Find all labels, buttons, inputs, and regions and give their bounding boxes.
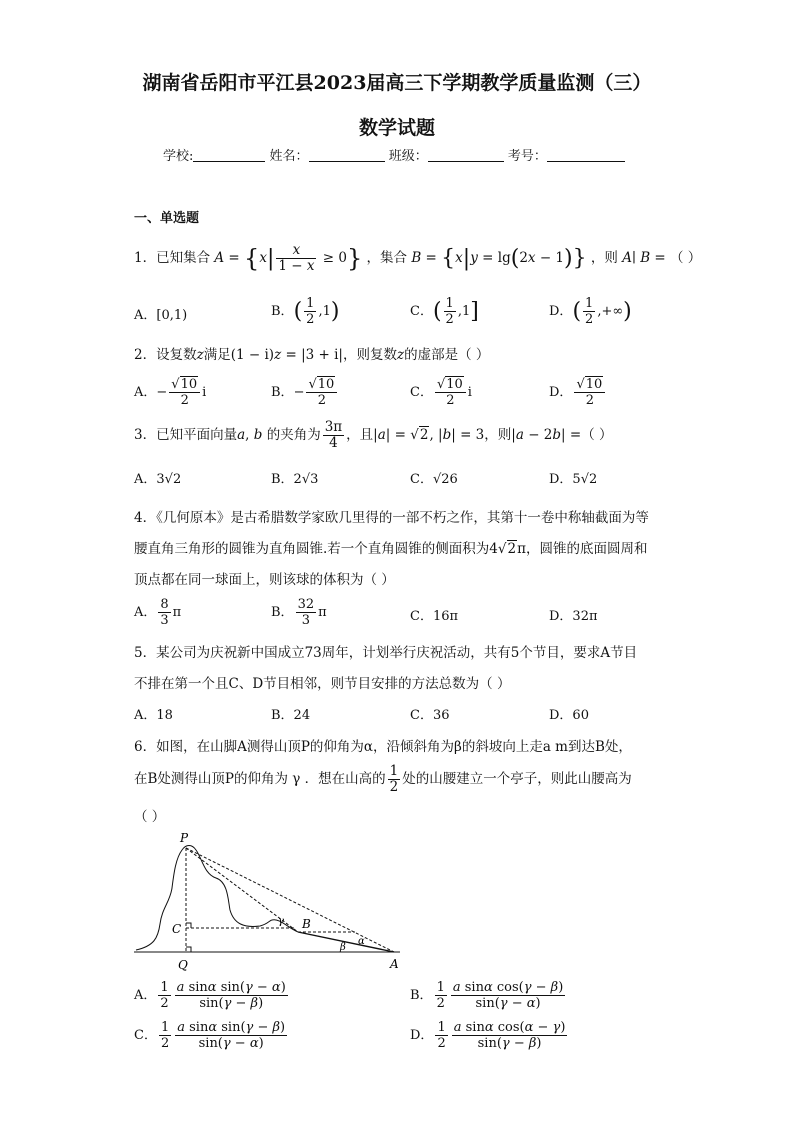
question-6-line-1: 6．如图，在山脚A测得山顶P的仰角为α，沿倾斜角为β的斜坡向上走a m到达B处， (134, 739, 632, 755)
q3-option-a[interactable]: A．3√2 (134, 472, 182, 487)
label-Q: Q (178, 958, 188, 972)
name-blank (309, 147, 385, 162)
class-blank (428, 147, 504, 162)
label-beta: β (340, 942, 346, 953)
label-A: A (390, 957, 399, 971)
class-label: 班级： (388, 149, 428, 164)
question-6-line-3: （ ） (134, 809, 166, 825)
school-blank (193, 147, 265, 162)
q4-option-c[interactable]: C．16π (410, 609, 459, 624)
q4-option-b[interactable]: B． $\frac{32}{3}$ π (271, 597, 327, 628)
q6-option-d[interactable]: D． $\frac{1}{2}$ $\frac{\text{a sinα cos(α − γ)}}{\sin(\gamma - \beta)}$ (410, 1020, 566, 1051)
q1-text: 1．已知集合 (134, 250, 211, 266)
q1-option-c[interactable]: C．( $\frac{1}{2}$ ,1] (410, 296, 479, 327)
q2-option-b[interactable]: B．− $\frac{√10}{2}$ (271, 377, 339, 408)
q6-option-a[interactable]: A． $\frac{1}{2}$ $\frac{\text{a sinα sin(γ − α)}}{\sin(\gamma - \beta)}$ (134, 980, 286, 1011)
q5-option-a[interactable]: A．18 (134, 708, 173, 723)
q1-text-4: （ ） (670, 250, 702, 266)
mountain-outline (136, 846, 298, 951)
q1-option-d[interactable]: D．( $\frac{1}{2}$ ,+∞) (549, 296, 632, 327)
q6-option-b[interactable]: B． $\frac{1}{2}$ $\frac{\text{a sinα cos(γ − β)}}{\sin(\gamma - \alpha)}$ (410, 980, 564, 1011)
student-info-row (163, 145, 625, 164)
q5-option-d[interactable]: D．60 (549, 708, 589, 723)
page-title: 湖南省岳阳市平江县2023届高三下学期教学质量监测（三） (142, 72, 652, 94)
q6-option-c[interactable]: C． $\frac{1}{2}$ $\frac{\text{a sinα sin(γ − β)}}{\sin(\gamma - \alpha)}$ (134, 1020, 286, 1051)
q1-text-3: ，则 (590, 250, 618, 266)
q3-option-c[interactable]: C．√26 (410, 472, 458, 487)
question-4-line-3: 顶点都在同一球面上，则该球的体积为（ ） (134, 572, 395, 588)
question-5-line-2: 不排在第一个且C、D节目相邻，则节目安排的方法总数为（ ） (134, 676, 511, 692)
q5-option-b[interactable]: B．24 (271, 708, 311, 723)
page-subtitle: 数学试题 (358, 117, 435, 139)
label-P: P (180, 831, 189, 845)
label-C: C (172, 922, 182, 936)
name-label: 姓名： (269, 149, 309, 164)
question-3: 3．已知平面向量a, b 的夹角为 $\frac{3\pi}{4}$ ，且|a| = √2, |b| = 3，则|a − 2b| =（ ） (134, 419, 613, 451)
id-label: 考号： (507, 149, 547, 164)
q4-option-a[interactable]: A． $\frac{8}{3}$ π (134, 597, 182, 628)
question-2: 2．设复数z满足(1 − i)z = |3 + i|，则复数z的虚部是（ ） (134, 347, 490, 363)
question-4-line-1: 4．《几何原本》是古希腊数学家欧几里得的一部不朽之作，其第十一卷中称轴截面为等 (134, 510, 649, 526)
q1-option-a[interactable]: A．[0,1) (134, 308, 188, 323)
mountain-figure (130, 828, 410, 978)
label-gamma: γ (278, 916, 284, 927)
question-1: 1．已知集合 A = {x| $\frac{x}{1 - x}$ ≥ 0} ，集合 B = {x|y = lg(2x − 1)} ，则 A∣ B = （ ） (134, 242, 702, 274)
label-B: B (302, 917, 311, 931)
q5-option-c[interactable]: C．36 (410, 708, 450, 723)
right-angle-C (186, 923, 191, 928)
q2-option-a[interactable]: A．− $\frac{√10}{2}$ i (134, 377, 207, 408)
q4-option-d[interactable]: D．32π (549, 609, 598, 624)
q2-option-d[interactable]: D． $\frac{√10}{2}$ (549, 377, 607, 408)
slope-AB (298, 932, 394, 952)
q2-option-c[interactable]: C． $\frac{√10}{2}$ i (410, 377, 472, 408)
question-6-line-2: 在B处测得山顶P的仰角为 γ ．想在山高的 $\frac{1}{2}$ 处的山腰建立一个亭子，则此山腰高为 (134, 763, 632, 795)
section-heading: 一、单选题 (134, 211, 200, 226)
right-angle-Q (186, 947, 191, 952)
q1-text-2: ，集合 (366, 250, 408, 266)
question-4-line-2: 腰直角三角形的圆锥为直角圆锥.若一个直角圆锥的侧面积为4√2π，圆锥的底面圆周和 (134, 541, 648, 557)
q3-option-d[interactable]: D．5√2 (549, 472, 598, 487)
label-alpha: α (358, 936, 365, 947)
id-blank (547, 147, 625, 162)
school-label: 学校: (163, 149, 194, 164)
question-5-line-1: 5．某公司为庆祝新中国成立73周年，计划举行庆祝活动，共有5个节目，要求A节目 (134, 645, 638, 661)
q3-option-b[interactable]: B．2√3 (271, 472, 319, 487)
q1-option-b[interactable]: B．( $\frac{1}{2}$ ,1) (271, 296, 340, 327)
